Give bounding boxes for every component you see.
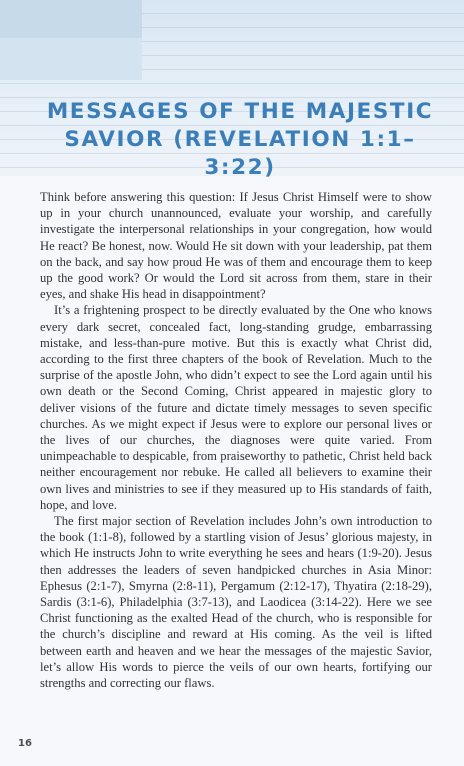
paragraph-3: The first major section of Revelation includes John’s own introduction to the book (1:1-8), followed by a startling vision of Jesus’ glorious majesty, in which He instructs John to write everything he sees and hears (1:9-20). Jesus then addresses the leaders of seven handpicked churches in Asia Minor: Ephesus (2:1-7), Smyrna (2:8-11), Pergamum (2:12-17), Thyatira (2:18-29), Sardis (3:1-6), Philadelphia (3:7-13), and Laodicea (3:14-22). Here we see Christ functioning as the exalted Head of the church, who is responsible for the church’s discipline and reward at His coming. As the veil is lifted between earth and heaven and we hear the messages of the majestic Savior, let’s allow His words to pierce the veils of our own hearts, fortifying our strengths and correcting our flaws.	[40, 514, 432, 691]
paragraph-1: Think before answering this question: If Jesus Christ Himself were to show up in your church unannounced, evaluate your worship, and carefully investigate the interpersonal relationships in your congregation, how would He react? Be honest, now. Would He sit down with your leadership, pat them on the back, and say how proud He was of them and encourage them to keep up the good work? Or would the Lord sit across from them, stare in their eyes, and shake His head in disappointment?	[40, 190, 432, 302]
header-tab-top	[0, 0, 142, 38]
header-tab-bottom	[0, 38, 142, 80]
paragraph-2: It’s a frightening prospect to be directly evaluated by the One who knows every dark secret, concealed fact, long-standing grudge, embarrassing mistake, and less-than-pure motive. But this is exactly what Christ did, according to the first three chapters of the book of Revelation. Much to the surprise of the apostle John, who didn’t expect to see the Lord again until his own death or the Second Coming, Christ appeared in majestic glory to deliver visions of the future and dictate timely messages to seven specific churches. As we might expect if Jesus were to explore our personal lives or the lives of our churches, the diagnoses were quite varied. From unimpeachable to despicable, from praiseworthy to pathetic, Christ held back neither encouragement nor rebuke. He called all believers to examine their own lives and ministries to see if they measured up to His standards of faith, hope, and love.	[40, 303, 432, 512]
body-text	[40, 189, 432, 691]
page-number: 16	[18, 738, 32, 749]
chapter-heading: MESSAGES OF THE MAJESTIC SAVIOR (REVELATION 1:1–3:22)	[46, 99, 434, 180]
